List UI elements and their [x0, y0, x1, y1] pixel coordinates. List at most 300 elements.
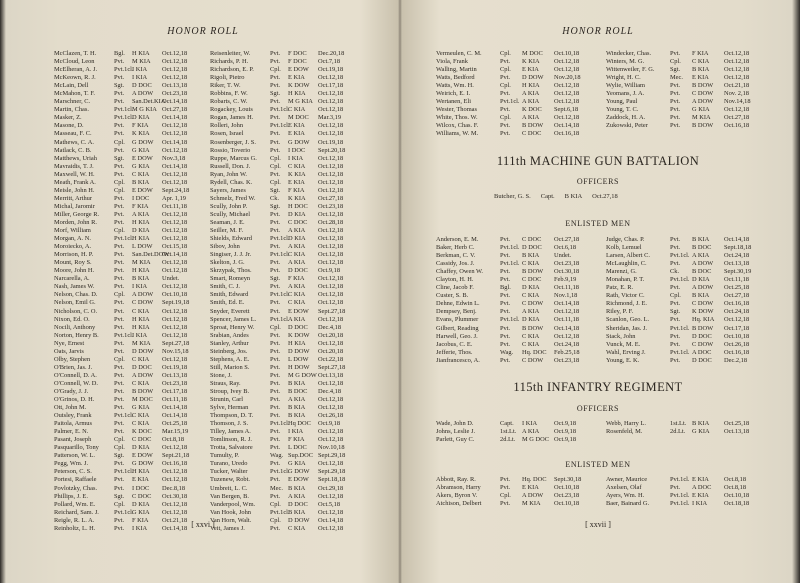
entry-name: Ott, John M. [54, 404, 87, 412]
officers-heading-mg: OFFICERS [576, 177, 620, 186]
entry-name: Wilcox, Chas. F. [436, 122, 479, 130]
entry-name: Rolleri, John [210, 122, 244, 130]
roll-entry [436, 300, 596, 308]
entry-date: Oct.12,18 [724, 66, 750, 74]
entry-rank: Cpl. [114, 227, 125, 235]
entry-status: A KIA [522, 114, 540, 122]
entry-date: Oct.27,18 [162, 106, 188, 114]
entry-status: M DOC [522, 50, 543, 57]
entry-date: Oct.12,18 [162, 66, 188, 74]
entry-status: K KIA [288, 170, 306, 178]
entry-name: Robbins, F. W. [210, 90, 248, 98]
entry-name: Wade, John D. [436, 420, 474, 427]
entry-status: D KIA [132, 500, 150, 508]
entry-name: Tilley, James A. [210, 428, 251, 436]
entry-name: McLain, Dell [54, 82, 89, 90]
entry-rank: Pvt. [670, 284, 681, 292]
entry-date: Oct.12,18 [162, 146, 188, 154]
entry-status: I KIA [288, 154, 304, 162]
entry-date: Oct.23,18 [162, 90, 188, 98]
entry-rank: Pvt.1cl. [114, 106, 134, 114]
entry-status: San.Det.DOW [132, 251, 170, 259]
entry-status: F DOC [288, 58, 307, 66]
roll-entry [54, 420, 202, 428]
roll-entry [436, 122, 596, 130]
entry-date: Oct.23,18 [554, 492, 580, 500]
entry-status: G KIA [288, 460, 306, 468]
entry-date: Oct.12,18 [162, 227, 188, 235]
entry-rank: Pvt. [270, 74, 281, 82]
roll-entry [606, 252, 766, 260]
roll-entry [210, 308, 358, 316]
entry-rank: Pvt. [270, 218, 281, 226]
roll-entry [54, 324, 202, 332]
entry-date: Oct.12,18 [318, 379, 344, 387]
roll-entry [210, 259, 358, 267]
entry-status: K DOW [288, 82, 310, 90]
entry-date: Oct.14,18 [554, 300, 580, 308]
entry-status: C KIA [132, 379, 150, 387]
roll-entry [606, 484, 766, 492]
entry-status: D DOC [288, 267, 308, 275]
entry-date: Oct.12,18 [724, 106, 750, 114]
roll-entry [606, 476, 766, 484]
entry-status: L DOW [132, 243, 153, 251]
roll-entry [606, 58, 766, 66]
entry-status: E DOW [132, 186, 153, 194]
entry-rank: Cpl. [270, 66, 281, 74]
roll-entry [54, 493, 202, 501]
roll-entry [210, 147, 358, 155]
roll-entry [210, 404, 358, 412]
entry-date: Oct.15,18 [162, 243, 188, 251]
entry-rank: Pvt. [114, 363, 125, 371]
entry-date: Oct.12,18 [318, 428, 344, 436]
entry-name: McCloud, Leon [54, 58, 95, 66]
entry-date: Oct.7,18 [318, 58, 341, 66]
entry-status: B KIA [522, 252, 540, 260]
roll-entry [436, 484, 596, 492]
entry-name: Riker, T. W. [210, 82, 241, 90]
entry-date: Oct.21,18 [162, 516, 188, 524]
entry-name: Palmer, E. N. [54, 428, 89, 436]
entry-name: Patterson, W. L. [54, 452, 96, 460]
roll-entry [606, 333, 766, 341]
roll-entry [54, 58, 202, 66]
entry-status: M G DOW [288, 371, 317, 379]
entry-rank: Cpl. [114, 436, 125, 444]
officer-date: Oct.27,18 [592, 193, 618, 200]
entry-name: Outsley, Frank [54, 412, 92, 420]
entry-status: I DOC [132, 194, 150, 202]
entry-name: Patz, E. R. [606, 284, 634, 292]
entry-rank: Pvt. [500, 292, 511, 300]
entry-name: Clayton, H. H. [436, 276, 474, 284]
roll-entry [54, 396, 202, 404]
entry-name: Stone, J. [210, 371, 232, 379]
enlisted-heading-mg: ENLISTED MEN [565, 219, 631, 228]
entry-date: Sept.30,19 [724, 268, 752, 276]
entry-rank: Pvt.1cl. [270, 122, 290, 130]
entry-rank: Pvt. [500, 58, 511, 66]
entry-name: Cassidy, Jos. J. [436, 260, 475, 268]
entry-date: Oct.12,18 [724, 74, 750, 82]
left-roll-columns [54, 50, 358, 533]
entry-date: Oct.12,18 [554, 58, 580, 66]
entry-name: Srabian, Andes [210, 331, 249, 339]
entry-date: Oct.12,18 [318, 436, 344, 444]
roll-entry [210, 219, 358, 227]
entry-rank: Pvt.1cl. [114, 114, 134, 122]
entry-date: Oct.12,18 [162, 235, 188, 243]
entry-rank: Pvt. [500, 300, 511, 308]
entry-name: Smith, Edward [210, 291, 249, 299]
entry-date: Oct.19,18 [162, 363, 188, 371]
entry-date: Oct.27,18 [724, 292, 750, 300]
roll-entry [54, 316, 202, 324]
entry-rank: Pvt. [500, 236, 511, 243]
entry-status: A DOC [692, 348, 712, 356]
right-page [412, 0, 784, 583]
enlisted-column-mg-1 [436, 236, 596, 365]
entry-date: Oct.13,18 [724, 428, 750, 436]
entry-rank: Pvt. [114, 202, 125, 210]
entry-date: Oct.12,18 [724, 58, 750, 66]
roll-entry [210, 139, 358, 147]
entry-status: A KIA [522, 90, 540, 98]
roll-entry [210, 66, 358, 74]
entry-rank: Sgt. [114, 82, 125, 90]
entry-date: Sept.27,18 [162, 339, 190, 347]
roll-entry [54, 98, 202, 106]
entry-rank: Pvt.1cl. [270, 508, 290, 516]
entry-name: Snyder, Everett [210, 307, 250, 315]
roll-entry [606, 236, 766, 244]
entry-date: Oct.23,18 [318, 202, 344, 210]
entry-status: H KIA [132, 468, 150, 476]
entry-status: M KIA [522, 500, 541, 508]
entry-name: Watts, Bedford [436, 74, 475, 82]
entry-status: Hq. DOC [522, 476, 547, 483]
roll-entry [210, 460, 358, 468]
entry-name: Marenzi, G. [606, 268, 637, 276]
entry-rank: Pvt.1cl. [670, 476, 690, 483]
entry-status: M DOC [132, 396, 153, 404]
entry-status: A KIA [288, 283, 306, 291]
roll-entry [436, 436, 596, 444]
entry-rank: Pvt. [114, 524, 125, 532]
entry-status: I KIA [692, 500, 708, 508]
roll-entry [54, 275, 202, 283]
roll-entry [606, 308, 766, 316]
entry-date: Oct.12,18 [318, 98, 344, 106]
entry-status: E DOW [132, 452, 153, 460]
entry-date: Oct.12,18 [318, 275, 344, 283]
entry-name: McClazen, T. H. [54, 50, 97, 57]
entry-date: Sept.29,18 [318, 468, 346, 476]
entry-name: Richardson, E. P. [210, 66, 254, 74]
roll-entry [54, 283, 202, 291]
entry-rank: Pvt. [500, 484, 511, 492]
entry-name: Stack, John [606, 332, 636, 340]
entry-date: Oct.10,18 [554, 500, 580, 508]
entry-rank: 2d.Lt. [670, 428, 686, 436]
roll-entry [54, 404, 202, 412]
officer-row-mg [494, 193, 628, 200]
entry-rank: Pvt. [270, 347, 281, 355]
entry-rank: Mec. [270, 484, 283, 492]
entry-status: Hq. DOC [522, 348, 547, 356]
entry-date: Oct.17,18 [318, 82, 344, 90]
entry-name: Richards, P. H. [210, 58, 249, 66]
roll-entry [436, 106, 596, 114]
entry-rank: 2d.Lt. [500, 436, 516, 444]
entry-rank: Pvt. [114, 122, 125, 130]
entry-status: A KIA [288, 227, 306, 235]
entry-name: O'Connell, W. D. [54, 379, 98, 387]
entry-status: H KIA [132, 218, 150, 226]
roll-entry [54, 147, 202, 155]
entry-date: Sept.29,18 [318, 452, 346, 460]
entry-name: Rath, Victor C. [606, 292, 645, 300]
entry-date: Oct.11,18 [162, 202, 187, 210]
roll-entry [210, 163, 358, 171]
entry-status: C KIA [692, 58, 710, 66]
roll-entry [210, 114, 358, 122]
entry-rank: Pvt. [270, 339, 281, 347]
entry-date: Sept.21,18 [162, 452, 190, 460]
entry-status: A DOW [692, 284, 714, 292]
entry-status: H DOW [288, 363, 310, 371]
entry-rank: Pvt. [114, 194, 125, 202]
entry-rank: Pvt. [114, 275, 125, 283]
entry-date: Oct.9,18 [554, 436, 577, 444]
roll-entry [210, 485, 358, 493]
roll-entry [606, 244, 766, 252]
entry-status: G KIA [132, 508, 150, 516]
entry-rank: Pvt. [270, 259, 281, 267]
entry-name: Abramson, Harry [436, 484, 481, 492]
entry-status: E DOW [288, 476, 309, 484]
entry-date: Oct.12,18 [162, 267, 188, 275]
entry-status: E DOW [288, 66, 309, 74]
entry-date: Oct.12,18 [318, 396, 344, 404]
entry-rank: Pvt. [114, 484, 125, 492]
entry-date: Oct.28,18 [318, 218, 344, 226]
entry-rank: Pvt. [270, 50, 281, 57]
entry-rank: Pvt. [114, 315, 125, 323]
entry-rank: Pvt.1cl. [670, 348, 690, 356]
entry-status: B DOC [692, 244, 712, 252]
entry-status: D DOW [522, 74, 544, 82]
entry-name: Michal, Jaromir [54, 202, 95, 210]
entry-rank: Sgt. [114, 492, 125, 500]
entry-rank: Sgt. [270, 275, 281, 283]
roll-entry [436, 316, 596, 324]
entry-name: White, Thos. W. [436, 114, 478, 122]
entry-name: Turano, Uredo [210, 460, 248, 468]
entry-status: E KIA [288, 122, 305, 130]
roll-entry [54, 501, 202, 509]
entry-date: Oct.12,18 [318, 508, 344, 516]
roll-entry [436, 244, 596, 252]
entry-date: Oct.22,18 [318, 355, 344, 363]
entry-status: M KIA [132, 58, 151, 66]
entry-date: Oct.12,18 [162, 508, 188, 516]
entry-date: Oct.12,18 [318, 106, 344, 114]
entry-name: Paitola, Armus [54, 420, 92, 428]
entry-status: F KIA [132, 516, 149, 524]
roll-entry [54, 66, 202, 74]
entry-rank: Pvt. [114, 210, 125, 218]
entry-status: C KIA [288, 106, 306, 114]
left-page [18, 0, 388, 583]
entry-status: G KIA [692, 428, 710, 436]
entry-date: Oct.30,18 [162, 492, 188, 500]
roll-entry [210, 364, 358, 372]
roll-entry [54, 106, 202, 114]
roll-entry [606, 268, 766, 276]
entry-name: McElheran, A. J. [54, 66, 98, 74]
roll-entry [210, 203, 358, 211]
entry-date: Sept.19,18 [162, 299, 190, 307]
entry-rank: Cpl. [270, 516, 281, 524]
entry-name: Sibov, John [210, 243, 240, 251]
entry-name: Reisenleiter, W. [210, 50, 251, 57]
entry-status: I KIA [132, 74, 148, 82]
entry-name: Wester, Thomas [436, 106, 477, 114]
entry-name: Johns, Leslie J. [436, 428, 476, 436]
entry-rank: Cpl. [500, 82, 511, 90]
entry-name: Morden, John R. [54, 218, 97, 226]
roll-entry [606, 90, 766, 98]
entry-date: Oct.27,18 [318, 194, 344, 202]
roll-entry [210, 356, 358, 364]
entry-status: H KIA [288, 339, 306, 347]
entry-name: Skrzypak, Thos. [210, 267, 252, 275]
entry-name: Judge, Chas. P. [606, 236, 645, 243]
entry-status: B DOW [522, 122, 544, 130]
roll-entry [54, 460, 202, 468]
entry-rank: Cpl. [500, 114, 511, 122]
entry-date: Oct.12,18 [318, 122, 344, 130]
entry-status: C KIA [288, 251, 306, 259]
entry-rank: Pvt. [270, 170, 281, 178]
entry-status: M G KIA [132, 106, 157, 114]
roll-entry [210, 235, 358, 243]
entry-date: Oct.14,18 [554, 122, 580, 130]
entry-name: Moroiecko, A. [54, 243, 92, 251]
roll-entry [606, 500, 766, 508]
entry-date: Oct.14,18 [162, 524, 188, 532]
entry-status: G KIA [692, 106, 710, 114]
entry-status: L DOW [288, 355, 309, 363]
roll-entry [54, 114, 202, 122]
entry-rank: Pvt. [270, 371, 281, 379]
entry-rank: Pvt. [670, 484, 681, 492]
roll-entry [210, 251, 358, 259]
entry-name: Vermeulen, C. M. [436, 50, 482, 57]
entry-rank: Pvt.1cl. [114, 468, 134, 476]
roll-entry [54, 468, 202, 476]
entry-rank: Pvt. [114, 347, 125, 355]
entry-status: B DOC [692, 268, 712, 276]
entry-status: E KIA [132, 476, 149, 484]
roll-entry [606, 420, 766, 428]
entry-date: Oct.12,18 [724, 50, 750, 57]
entry-rank: Pvt. [114, 130, 125, 138]
entry-rank: Pvt. [114, 243, 125, 251]
entry-status: I DOC [132, 484, 150, 492]
entry-rank: Pvt. [114, 379, 125, 387]
entry-rank: Pvt. [270, 363, 281, 371]
entry-rank: 1st.Lt. [500, 428, 517, 436]
entry-name: Axelsen, Olaf [606, 484, 642, 492]
entry-date: Sept.18,18 [318, 476, 346, 484]
entry-status: B DOW [692, 324, 714, 332]
entry-rank: Pvt. [670, 332, 681, 340]
entry-status: M KIA [132, 259, 151, 267]
entry-date: Oct.24,18 [554, 340, 580, 348]
entry-status: M G KIA [288, 98, 313, 106]
roll-entry [436, 236, 596, 244]
entry-status: D KIA [522, 284, 540, 292]
entry-rank: Cpl. [270, 178, 281, 186]
entry-rank: Pvt. [270, 396, 281, 404]
entry-date: Oct.14,18 [724, 236, 750, 243]
entry-date: Oct.11,18 [162, 396, 187, 404]
entry-name: Ruppe, Marcus G. [210, 154, 257, 162]
entry-name: Meath, Frank A. [54, 178, 96, 186]
entry-rank: Pvt. [114, 74, 125, 82]
entry-date: Oct.12,18 [554, 332, 580, 340]
entry-rank: Cpl. [670, 292, 681, 300]
entry-status: C KIA [522, 292, 540, 300]
enlisted-column-infantry-2 [606, 476, 766, 508]
entry-rank: Pvt. [270, 283, 281, 291]
entry-date: Oct.10,18 [554, 50, 580, 57]
entry-name: O'Grinos, D. H. [54, 396, 95, 404]
entry-rank: Pvt. [270, 460, 281, 468]
roll-entry [436, 90, 596, 98]
entry-name: Parlett, Guy C. [436, 436, 475, 444]
entry-date: Oct.25,18 [724, 284, 750, 292]
entry-rank: Pvt. [500, 476, 511, 483]
entry-name: Masone, D. [54, 122, 84, 130]
entry-status: San.Det.KIA [132, 98, 166, 106]
entry-status: E KIA [522, 66, 539, 74]
entry-date: Oct.12,18 [318, 339, 344, 347]
entry-rank: Cpl. [114, 500, 125, 508]
roll-entry [606, 349, 766, 357]
entry-status: D DOW [132, 347, 154, 355]
entry-rank: Pvt. [114, 267, 125, 275]
roll-entry [436, 284, 596, 292]
entry-rank: Pvt. [670, 122, 681, 130]
entry-date: Oct.12,18 [162, 315, 188, 323]
entry-status: C DOC [288, 218, 308, 226]
entry-rank: Pvt. [114, 476, 125, 484]
roll-entry [54, 139, 202, 147]
roll-entry [210, 243, 358, 251]
entry-status: C KIA [522, 340, 540, 348]
running-head-left: HONOR ROLL [167, 26, 239, 37]
entry-rank: Pvt. [270, 428, 281, 436]
roll-entry [54, 179, 202, 187]
entry-name: Rosen, Israel [210, 130, 244, 138]
entry-status: K DOC [132, 428, 152, 436]
entry-rank: Pvt. [270, 379, 281, 387]
